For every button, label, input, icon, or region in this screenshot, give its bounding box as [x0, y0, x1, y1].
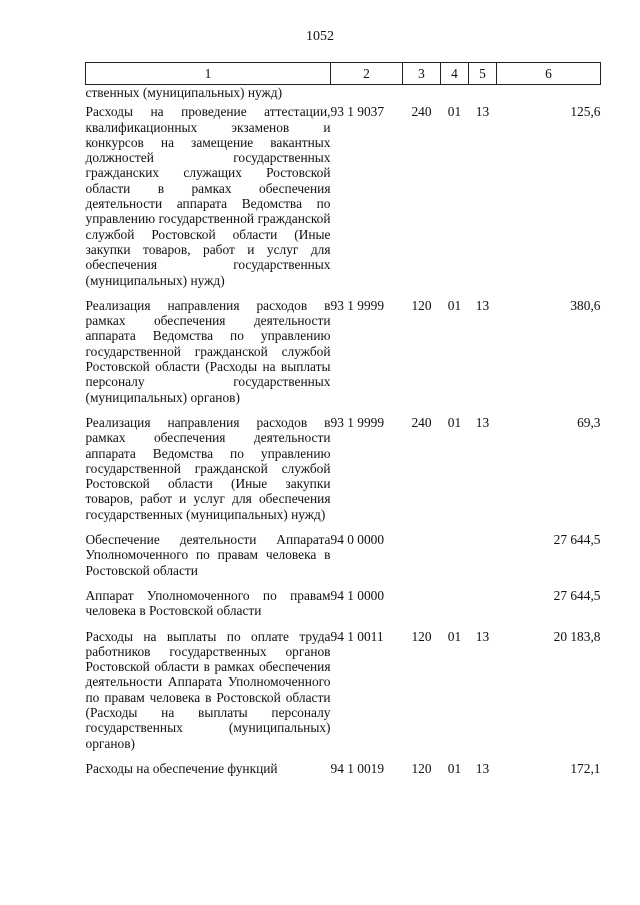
budget-table	[85, 62, 601, 776]
row-code: 93 1 9037	[330, 104, 385, 120]
header-col-1: 1	[86, 63, 331, 85]
table-row	[86, 761, 601, 776]
row-subsection: 13	[475, 628, 490, 644]
row-subsection	[469, 588, 497, 629]
table-row	[86, 415, 601, 532]
table-row	[86, 532, 601, 588]
row-amount: 27 644,5	[553, 532, 601, 548]
table-row	[86, 588, 601, 629]
header-col-3: 3	[403, 63, 441, 85]
row-subsection: 13	[475, 414, 490, 430]
row-expense-type	[403, 85, 441, 105]
row-description: Обеспечение деятельности Аппарата Уполномоченного по правам человека в Ростовской области	[85, 532, 331, 578]
table-row	[86, 85, 601, 105]
header-col-5: 5	[469, 63, 497, 85]
row-code: 94 1 0000	[330, 587, 385, 603]
header-col-6: 6	[497, 63, 601, 85]
row-expense-type: 120	[411, 297, 432, 313]
row-code: 94 1 0011	[330, 628, 384, 644]
row-amount: 20 183,8	[553, 628, 601, 644]
header-row	[86, 63, 601, 85]
row-expense-type	[403, 532, 441, 588]
row-description: Реализация направления расходов в рамках обеспечения деятельности аппарата Ведомства по управлению государственной гражданской службой Ростовской области (Иные закупки товаров, работ и услуг для обеспечения государственных (муниципальных) нужд)	[85, 414, 331, 522]
row-amount: 69,3	[577, 414, 601, 430]
row-expense-type: 240	[411, 104, 432, 120]
page-number: 1052	[306, 29, 334, 44]
row-subsection	[469, 532, 497, 588]
row-amount: 172,1	[570, 760, 601, 776]
row-section: 01	[447, 414, 462, 430]
row-section	[441, 532, 469, 588]
row-code	[331, 85, 403, 105]
row-description: Расходы на обеспечение функций	[85, 760, 278, 776]
table-row	[86, 104, 601, 298]
table-row	[86, 629, 601, 761]
row-expense-type	[403, 588, 441, 629]
row-amount: 27 644,5	[553, 587, 601, 603]
row-code: 93 1 9999	[330, 414, 385, 430]
row-section: 01	[447, 297, 462, 313]
header-col-4: 4	[441, 63, 469, 85]
row-code: 93 1 9999	[330, 297, 385, 313]
row-expense-type: 240	[411, 414, 432, 430]
row-section: 01	[447, 760, 462, 776]
row-amount: 380,6	[570, 297, 601, 313]
row-code: 94 1 0019	[330, 760, 385, 776]
table-row	[86, 298, 601, 415]
row-section: 01	[447, 104, 462, 120]
row-code: 94 0 0000	[330, 532, 385, 548]
row-description: Расходы на проведение аттестации, квалификационных экзаменов и конкурсов на замещение вакантных должностей государственных гражданских служащих Ростовской области в рамках обеспечения деятельности аппарата Ведомства по управлению государственной гражданской службой Ростовской области (Иные закупки товаров, работ и услуг для обеспечения государственных (муниципальных) нужд)	[85, 104, 331, 288]
row-description: Расходы на выплаты по оплате труда работников государственных органов Ростовской области в рамках обеспечения деятельности Аппарата Уполномоченного по правам человека в Ростовской области (Расходы на выплаты персоналу государственных (муниципальных) органов)	[85, 628, 331, 751]
row-description: Реализация направления расходов в рамках обеспечения деятельности аппарата Ведомства по управлению государственной гражданской службой Ростовской области (Расходы на выплаты персоналу государственных (муниципальных) органов)	[85, 297, 331, 405]
row-description: Аппарат Уполномоченного по правам человека в Ростовской области	[85, 587, 331, 619]
row-amount: 125,6	[570, 104, 601, 120]
row-expense-type: 120	[411, 760, 432, 776]
row-subsection: 13	[475, 104, 490, 120]
row-subsection: 13	[475, 760, 490, 776]
row-section	[441, 588, 469, 629]
row-subsection	[469, 85, 497, 105]
row-section: 01	[447, 628, 462, 644]
row-subsection: 13	[475, 297, 490, 313]
row-description: ственных (муниципальных) нужд)	[85, 85, 283, 100]
row-expense-type: 120	[411, 628, 432, 644]
row-section	[441, 85, 469, 105]
header-col-2: 2	[331, 63, 403, 85]
row-amount	[497, 85, 601, 105]
